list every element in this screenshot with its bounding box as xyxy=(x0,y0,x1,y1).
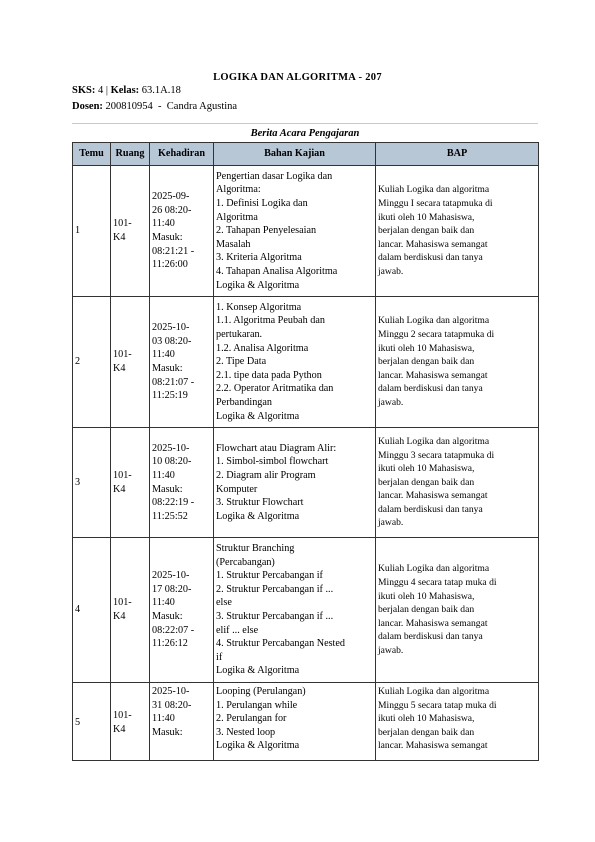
cell-bap-line: jawab. xyxy=(378,265,404,277)
table-header-row xyxy=(73,143,539,166)
teaching-log-table xyxy=(72,142,539,761)
cell-bahan-kajian-line: elif ... else xyxy=(216,624,259,636)
cell-bahan-kajian-line: (Percabangan) xyxy=(216,556,275,568)
cell-bap-line: lancar. Mahasiswa semangat xyxy=(378,617,488,629)
cell-kehadiran-line: 17 08:20- xyxy=(152,583,192,595)
cell-kehadiran-line: 2025-10- xyxy=(152,322,190,334)
cell-bahan-kajian-line: Algoritma xyxy=(216,211,258,223)
cell-bap-line: lancar. Mahasiswa semangat xyxy=(378,740,488,752)
cell-bap-line: berjalan dengan baik dan xyxy=(378,225,475,237)
cell-bap-line: berjalan dengan baik dan xyxy=(378,604,475,616)
cell-bap-line: berjalan dengan baik dan xyxy=(378,726,475,738)
cell-kehadiran-line: 11:26:12 xyxy=(152,638,188,650)
cell-kehadiran-line: Masuk: xyxy=(152,611,183,622)
cell-bap-line: ikuti oleh 10 Mahasiswa, xyxy=(378,590,475,602)
cell-bap-line: dalam berdiskusi dan tanya xyxy=(378,252,483,264)
cell-bap-line: Kuliah Logika dan algoritma xyxy=(378,686,490,697)
cell-ruang xyxy=(111,428,150,538)
cell-bap-line: Kuliah Logika dan algoritma xyxy=(378,184,490,196)
cell-bahan-kajian-line: 2. Tipe Data xyxy=(216,356,267,368)
cell-bahan-kajian-line: 2.1. tipe data pada Python xyxy=(216,369,322,381)
cell-bap-line: dalam berdiskusi dan tanya xyxy=(378,503,483,515)
cell-temu: 2 xyxy=(73,297,111,428)
table-caption: Berita Acara Pengajaran xyxy=(250,128,360,139)
cell-bap-line: Minggu I secara tatapmuka di xyxy=(378,198,493,210)
cell-bahan-kajian-line: 2. Struktur Percabangan if ... xyxy=(216,583,334,595)
cell-bahan-kajian-line: Pengertian dasar Logika dan xyxy=(216,170,333,182)
cell-bahan-kajian-line: Logika & Algoritma xyxy=(216,740,300,752)
cell-bahan-kajian-line: 1.1. Algoritma Peubah dan xyxy=(216,315,325,327)
cell-ruang xyxy=(111,683,150,761)
dosen-value: 200810954 - Candra Agustina xyxy=(105,101,238,112)
cell-ruang xyxy=(111,297,150,428)
table-row xyxy=(73,428,539,538)
cell-kehadiran xyxy=(150,683,214,761)
header-ruang: Ruang xyxy=(111,143,150,166)
cell-kehadiran-line: 11:40 xyxy=(152,349,175,361)
cell-bap xyxy=(376,166,539,297)
cell-kehadiran-line: 26 08:20- xyxy=(152,204,192,216)
header-temu: Temu xyxy=(73,143,111,166)
cell-bahan-kajian-line: 4. Tahapan Analisa Algoritma xyxy=(216,265,338,277)
cell-kehadiran-line: 11:40 xyxy=(152,713,175,725)
cell-kehadiran-line: 08:22:19 - xyxy=(152,497,195,509)
cell-bahan-kajian-line: Komputer xyxy=(216,483,258,495)
header-kehadiran: Kehadiran xyxy=(150,143,214,166)
cell-bahan-kajian xyxy=(214,538,376,683)
table-row xyxy=(73,683,539,761)
cell-kehadiran xyxy=(150,538,214,683)
table-row xyxy=(73,166,539,297)
cell-bahan-kajian-line: Logika & Algoritma xyxy=(216,279,300,291)
cell-bap-line: Minggu 3 secara tatapmuka di xyxy=(378,449,495,461)
cell-ruang-line: K4 xyxy=(113,483,126,495)
cell-temu: 1 xyxy=(73,166,111,297)
course-meta-line xyxy=(72,85,181,96)
cell-kehadiran-line: 08:21:07 - xyxy=(152,376,195,388)
cell-bap-line: berjalan dengan baik dan xyxy=(378,476,475,488)
sks-value: 4 xyxy=(97,85,104,96)
cell-bahan-kajian xyxy=(214,428,376,538)
cell-bap-line: dalam berdiskusi dan tanya xyxy=(378,383,483,395)
cell-ruang-line: 101- xyxy=(113,349,132,361)
cell-bahan-kajian xyxy=(214,166,376,297)
cell-kehadiran-line: 11:25:19 xyxy=(152,390,188,402)
cell-ruang-line: K4 xyxy=(113,232,126,243)
document-title: LOGIKA DAN ALGORITMA - 207 xyxy=(213,72,382,83)
cell-kehadiran xyxy=(150,297,214,428)
cell-bahan-kajian-line: 1. Simbol-simbol flowchart xyxy=(216,456,329,468)
cell-kehadiran xyxy=(150,428,214,538)
cell-bahan-kajian-line: 2. Tahapan Penyelesaian xyxy=(216,225,317,237)
cell-kehadiran-line: Masuk: xyxy=(152,232,183,243)
dosen-label: Dosen: xyxy=(72,101,103,112)
cell-bap-line: ikuti oleh 10 Mahasiswa, xyxy=(378,713,475,725)
cell-kehadiran-line: 10 08:20- xyxy=(152,456,192,468)
cell-kehadiran-line: 08:22:07 - xyxy=(152,624,195,636)
cell-bahan-kajian-line: 2. Perulangan for xyxy=(216,713,287,725)
cell-bahan-kajian-line: 1.2. Analisa Algoritma xyxy=(216,342,309,354)
cell-bahan-kajian-line: 1. Definisi Logika dan xyxy=(216,198,308,210)
cell-kehadiran-line: 11:40 xyxy=(152,469,175,481)
lecturer-meta-line xyxy=(72,101,237,112)
cell-bap-line: jawab. xyxy=(378,517,404,529)
cell-bap-line: jawab. xyxy=(378,644,404,656)
cell-bap-line: Minggu 2 secara tatapmuka di xyxy=(378,329,495,341)
cell-kehadiran-line: 08:21:21 - xyxy=(152,245,195,257)
cell-bahan-kajian-line: Logika & Algoritma xyxy=(216,410,300,422)
cell-bahan-kajian-line: Logika & Algoritma xyxy=(216,665,300,677)
cell-ruang xyxy=(111,166,150,297)
cell-kehadiran-line: Masuk: xyxy=(152,363,183,374)
cell-kehadiran-line: 2025-10- xyxy=(152,442,190,454)
cell-bahan-kajian-line: if xyxy=(216,651,223,663)
cell-bap-line: Kuliah Logika dan algoritma xyxy=(378,435,490,447)
cell-bap-line: lancar. Mahasiswa semangat xyxy=(378,238,488,250)
cell-bap-line: lancar. Mahasiswa semangat xyxy=(378,369,488,381)
header-bahan-kajian: Bahan Kajian xyxy=(214,143,376,166)
cell-bahan-kajian-line: 1. Konsep Algoritma xyxy=(216,301,302,313)
cell-bahan-kajian-line: Looping (Perulangan) xyxy=(216,686,306,697)
cell-bahan-kajian-line: 2.2. Operator Aritmatika dan xyxy=(216,383,334,395)
table-row xyxy=(73,297,539,428)
cell-bap-line: jawab. xyxy=(378,396,404,408)
cell-temu: 5 xyxy=(73,683,111,761)
cell-bahan-kajian-line: 3. Nested loop xyxy=(216,726,276,738)
cell-bahan-kajian-line: pertukaran. xyxy=(216,329,263,341)
cell-bahan-kajian-line: 4. Struktur Percabangan Nested xyxy=(216,638,346,650)
cell-bahan-kajian xyxy=(214,683,376,761)
cell-bahan-kajian-line: Logika & Algoritma xyxy=(216,510,300,522)
cell-kehadiran-line: 2025-10- xyxy=(152,686,190,697)
cell-kehadiran-line: 31 08:20- xyxy=(152,699,192,711)
cell-kehadiran-line: 11:40 xyxy=(152,597,175,609)
cell-ruang-line: 101- xyxy=(113,218,132,230)
cell-bahan-kajian xyxy=(214,297,376,428)
cell-bahan-kajian-line: 3. Struktur Flowchart xyxy=(216,497,304,509)
cell-bahan-kajian-line: Algoritma: xyxy=(216,184,261,196)
cell-bap-line: Kuliah Logika dan algoritma xyxy=(378,563,490,575)
cell-ruang-line: 101- xyxy=(113,597,132,609)
cell-kehadiran-line: 11:25:52 xyxy=(152,510,188,522)
sks-label: SKS: xyxy=(72,85,96,96)
cell-bap-line: ikuti oleh 10 Mahasiswa, xyxy=(378,211,475,223)
divider xyxy=(72,123,538,124)
cell-bahan-kajian-line: else xyxy=(216,597,232,609)
cell-ruang-line: K4 xyxy=(113,363,126,374)
cell-ruang-line: 101- xyxy=(113,469,132,481)
cell-bap-line: lancar. Mahasiswa semangat xyxy=(378,490,488,502)
cell-kehadiran-line: 03 08:20- xyxy=(152,335,192,347)
header-bap: BAP xyxy=(376,143,539,166)
cell-bahan-kajian-line: Perbandingan xyxy=(216,396,273,408)
cell-ruang-line: 101- xyxy=(113,709,132,721)
cell-bap-line: Minggu 4 secara tatap muka di xyxy=(378,577,497,589)
cell-bap-line: Kuliah Logika dan algoritma xyxy=(378,315,490,327)
cell-bap-line: ikuti oleh 10 Mahasiswa, xyxy=(378,463,475,475)
cell-bahan-kajian-line: Struktur Branching xyxy=(216,543,295,555)
cell-kehadiran-line: 2025-09- xyxy=(152,191,190,203)
cell-bahan-kajian-line: 1. Perulangan while xyxy=(216,699,298,711)
cell-bap-line: ikuti oleh 10 Mahasiswa, xyxy=(378,342,475,354)
cell-bap-line: Minggu 5 secara tatap muka di xyxy=(378,699,497,711)
cell-kehadiran xyxy=(150,166,214,297)
cell-bap xyxy=(376,297,539,428)
cell-ruang-line: K4 xyxy=(113,611,126,622)
cell-kehadiran-line: Masuk: xyxy=(152,483,183,495)
cell-temu: 3 xyxy=(73,428,111,538)
cell-kehadiran-line: 2025-10- xyxy=(152,570,190,582)
cell-bahan-kajian-line: Flowchart atau Diagram Alir: xyxy=(216,442,337,454)
cell-ruang xyxy=(111,538,150,683)
cell-bahan-kajian-line: 3. Struktur Percabangan if ... xyxy=(216,611,334,622)
cell-kehadiran-line: 11:40 xyxy=(152,218,175,230)
cell-bahan-kajian-line: Masalah xyxy=(216,238,251,250)
cell-bahan-kajian-line: 1. Struktur Percabangan if xyxy=(216,570,323,582)
meta-separator: | xyxy=(105,85,108,96)
cell-bap-line: berjalan dengan baik dan xyxy=(378,356,475,368)
cell-kehadiran-line: 11:26:00 xyxy=(152,259,188,271)
cell-kehadiran-line: Masuk: xyxy=(152,726,183,738)
cell-temu: 4 xyxy=(73,538,111,683)
kelas-label: Kelas: xyxy=(110,85,140,96)
cell-bap xyxy=(376,683,539,761)
table-row xyxy=(73,538,539,683)
kelas-value: 63.1A.18 xyxy=(141,85,181,96)
cell-bap xyxy=(376,428,539,538)
cell-bap xyxy=(376,538,539,683)
cell-bahan-kajian-line: 2. Diagram alir Program xyxy=(216,469,316,481)
cell-ruang-line: K4 xyxy=(113,723,126,735)
cell-bap-line: dalam berdiskusi dan tanya xyxy=(378,631,483,643)
cell-bahan-kajian-line: 3. Kriteria Algoritma xyxy=(216,252,302,264)
